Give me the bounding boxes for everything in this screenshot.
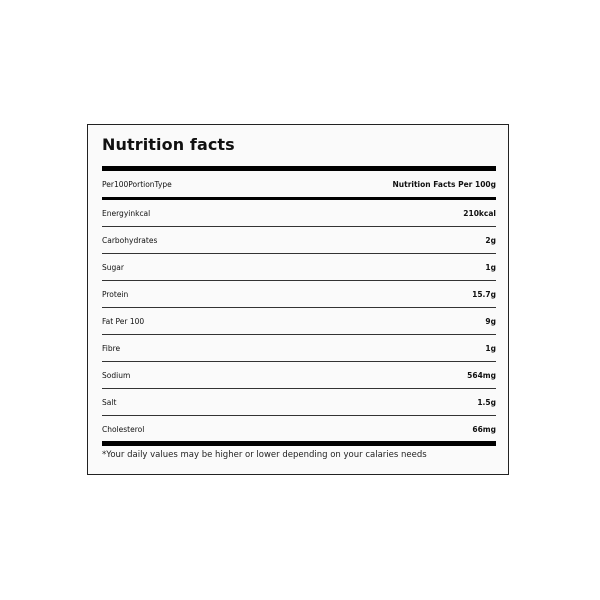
nutrition-title: Nutrition facts xyxy=(102,135,235,154)
row-label: Carbohydrates xyxy=(102,235,158,245)
row-value: 1.5g xyxy=(477,397,496,407)
bottom-divider xyxy=(102,441,496,446)
row-value: 1g xyxy=(485,262,496,272)
header-value: Nutrition Facts Per 100g xyxy=(392,179,496,189)
row-value: 1g xyxy=(485,343,496,353)
daily-values-footnote: *Your daily values may be higher or lower depending on your calaries needs xyxy=(102,450,427,460)
nutrition-row-salt xyxy=(102,389,496,416)
row-value: 2g xyxy=(485,235,496,245)
row-label: Protein xyxy=(102,289,129,299)
header-label: Per100PortionType xyxy=(102,179,172,189)
nutrition-row-cholesterol xyxy=(102,416,496,443)
nutrition-facts-panel xyxy=(87,124,509,475)
row-value: 9g xyxy=(485,316,496,326)
row-label: Sugar xyxy=(102,262,124,272)
row-label: Sodium xyxy=(102,370,131,380)
row-value: 15.7g xyxy=(472,289,496,299)
nutrition-row-fibre xyxy=(102,335,496,362)
row-label: Energyinkcal xyxy=(102,208,151,218)
nutrition-rows xyxy=(102,200,496,443)
row-value: 66mg xyxy=(472,425,496,434)
nutrition-row-fat xyxy=(102,308,496,335)
row-value: 210kcal xyxy=(463,208,496,218)
row-label: Fibre xyxy=(102,343,121,353)
nutrition-row-carbohydrates xyxy=(102,227,496,254)
row-label: Salt xyxy=(102,397,117,407)
nutrition-row-sodium xyxy=(102,362,496,389)
nutrition-header-row xyxy=(102,171,496,197)
row-label: Fat Per 100 xyxy=(102,316,145,326)
nutrition-row-energy xyxy=(102,200,496,227)
nutrition-row-sugar xyxy=(102,254,496,281)
nutrition-row-protein xyxy=(102,281,496,308)
row-value: 564mg xyxy=(467,370,496,380)
row-label: Cholesterol xyxy=(102,425,145,434)
